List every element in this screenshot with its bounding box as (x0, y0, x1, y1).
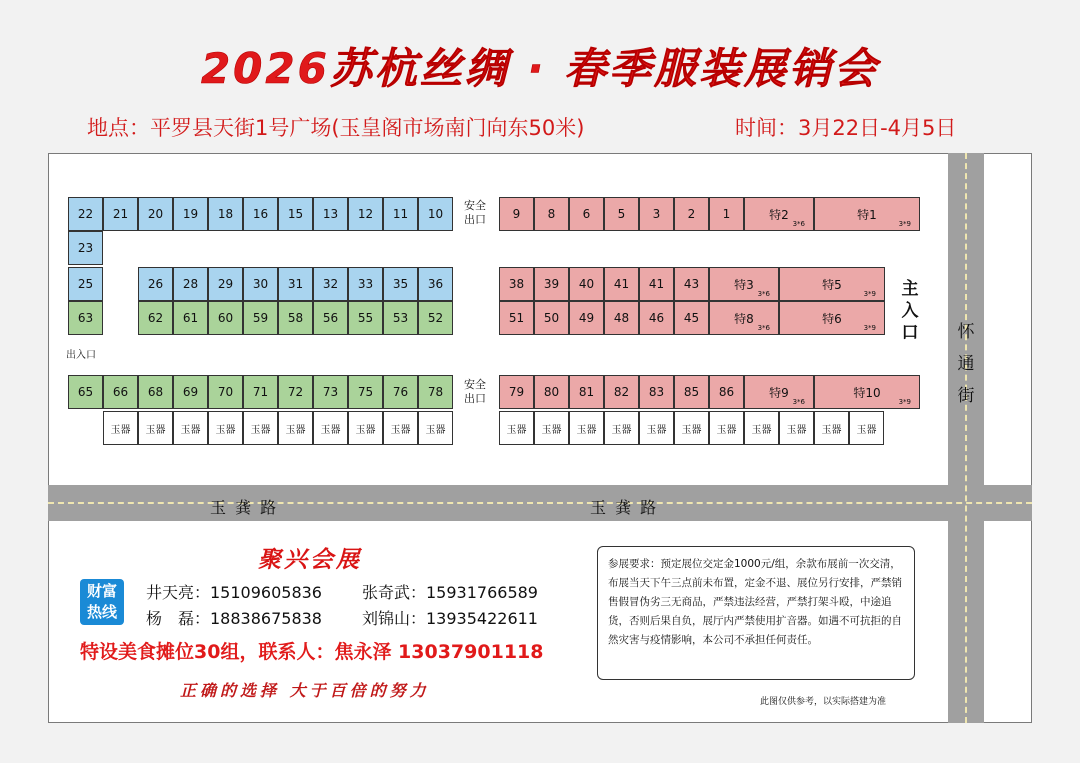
road-label-char: 怀 (957, 322, 975, 342)
booth-78: 78 (418, 375, 453, 409)
booth-16: 16 (243, 197, 278, 231)
hotline-badge-text: 财富 (86, 582, 117, 600)
booth-55: 55 (348, 301, 383, 335)
booth-special: 特1 3*9 (814, 197, 920, 231)
contact-3: 杨 磊：18838675838 (146, 609, 322, 628)
booth-81: 81 (569, 375, 604, 409)
booth-6: 6 (569, 197, 604, 231)
booth-39: 39 (534, 267, 569, 301)
booth-jade: 玉器 (208, 411, 243, 445)
booth-jade: 玉器 (779, 411, 814, 445)
booth-jade: 玉器 (173, 411, 208, 445)
booth-jade: 玉器 (383, 411, 418, 445)
booth-size-tag: 3*6 (757, 290, 770, 298)
main-entrance-char: 入 (901, 301, 919, 321)
booth-13: 13 (313, 197, 348, 231)
booth-23: 23 (68, 231, 103, 265)
booth-special: 特5 3*9 (779, 267, 885, 301)
booth-41: 41 (639, 267, 674, 301)
booth-jade: 玉器 (243, 411, 278, 445)
booth-jade: 玉器 (814, 411, 849, 445)
booth-45: 45 (674, 301, 709, 335)
booth-30: 30 (243, 267, 278, 301)
booth-size-tag: 3*6 (792, 398, 805, 406)
road-label-char: 通 (957, 354, 975, 374)
organizer-name: 聚兴会展 (258, 547, 362, 573)
booth-80: 80 (534, 375, 569, 409)
booth-special: 特6 3*9 (779, 301, 885, 335)
safety-exit-top: 安全出口 (464, 199, 486, 226)
booth-82: 82 (604, 375, 639, 409)
booth-11: 11 (383, 197, 418, 231)
booth-41: 41 (604, 267, 639, 301)
booth-48: 48 (604, 301, 639, 335)
booth-66: 66 (103, 375, 138, 409)
booth-68: 68 (138, 375, 173, 409)
booth-special: 特2 3*6 (744, 197, 814, 231)
booth-jade: 玉器 (313, 411, 348, 445)
booth-15: 15 (278, 197, 313, 231)
page-title: 2026苏杭丝绸 · 春季服装展销会 (200, 44, 880, 93)
contact-4: 刘锦山：13935422611 (362, 609, 538, 628)
booth-26: 26 (138, 267, 173, 301)
booth-71: 71 (243, 375, 278, 409)
booth-jade: 玉器 (278, 411, 313, 445)
booth-22: 22 (68, 197, 103, 231)
booth-69: 69 (173, 375, 208, 409)
booth-33: 33 (348, 267, 383, 301)
main-entrance-char: 口 (901, 323, 919, 343)
booth-special: 特3 3*6 (709, 267, 779, 301)
booth-jade: 玉器 (103, 411, 138, 445)
booth-8: 8 (534, 197, 569, 231)
booth-jade: 玉器 (418, 411, 453, 445)
time-text: 时间：3月22日-4月5日 (735, 116, 957, 140)
booth-12: 12 (348, 197, 383, 231)
booth-76: 76 (383, 375, 418, 409)
booth-46: 46 (639, 301, 674, 335)
booth-79: 79 (499, 375, 534, 409)
road-center-line-v (965, 153, 967, 723)
contact-1: 井天亮：15109605836 (146, 583, 322, 602)
booth-61: 61 (173, 301, 208, 335)
booth-49: 49 (569, 301, 604, 335)
booth-43: 43 (674, 267, 709, 301)
booth-58: 58 (278, 301, 313, 335)
booth-size-tag: 3*6 (792, 220, 805, 228)
booth-52: 52 (418, 301, 453, 335)
booth-21: 21 (103, 197, 138, 231)
booth-28: 28 (173, 267, 208, 301)
booth-40: 40 (569, 267, 604, 301)
booth-jade: 玉器 (569, 411, 604, 445)
booth-size-tag: 3*6 (757, 324, 770, 332)
booth-73: 73 (313, 375, 348, 409)
booth-18: 18 (208, 197, 243, 231)
booth-jade: 玉器 (674, 411, 709, 445)
main-entrance-char: 主 (901, 279, 919, 299)
booth-special: 特9 3*6 (744, 375, 814, 409)
booth-2: 2 (674, 197, 709, 231)
booth-51: 51 (499, 301, 534, 335)
booth-jade: 玉器 (744, 411, 779, 445)
booth-10: 10 (418, 197, 453, 231)
booth-60: 60 (208, 301, 243, 335)
booth-86: 86 (709, 375, 744, 409)
booth-9: 9 (499, 197, 534, 231)
booth-25: 25 (68, 267, 103, 301)
booth-jade: 玉器 (604, 411, 639, 445)
requirements-box: 参展要求：预定展位交定金1000元/组，余款布展前一次交清，布展当天下午三点前未布置，定金不退、展位另行安排，严禁销售假冒伪劣三无商品，严禁违法经营，严禁打架斗殴，中途追货，否则后果自负，展厅内严禁使用扩音器。如遇不可抗拒的自然灾害与疫情影响，本公司不承担任何责任。 (597, 546, 915, 680)
booth-75: 75 (348, 375, 383, 409)
booth-special: 特8 3*6 (709, 301, 779, 335)
main-entrance-label (900, 278, 920, 344)
booth-59: 59 (243, 301, 278, 335)
hotline-badge-text: 热线 (86, 603, 117, 621)
booth-31: 31 (278, 267, 313, 301)
location-text: 地点：平罗县天街1号广场(玉皇阁市场南门向东50米) (87, 116, 585, 140)
booth-70: 70 (208, 375, 243, 409)
booth-jade: 玉器 (499, 411, 534, 445)
booth-special: 特10 3*9 (814, 375, 920, 409)
road-label-right: 玉 龚 路 (590, 498, 659, 517)
road-center-line-h (48, 502, 1032, 504)
booth-62: 62 (138, 301, 173, 335)
booth-size-tag: 3*9 (863, 324, 876, 332)
booth-50: 50 (534, 301, 569, 335)
food-stall-contact: 特设美食摊位30组，联系人：焦永泽 13037901118 (80, 641, 544, 663)
road-label-char: 街 (957, 386, 975, 406)
booth-36: 36 (418, 267, 453, 301)
booth-jade: 玉器 (639, 411, 674, 445)
road-label-vertical (956, 316, 976, 412)
disclaimer: 此图仅供参考，以实际搭建为准 (760, 697, 887, 707)
slogan: 正确的选择 大于百倍的努力 (180, 681, 430, 700)
booth-72: 72 (278, 375, 313, 409)
booth-jade: 玉器 (138, 411, 173, 445)
booth-29: 29 (208, 267, 243, 301)
booth-20: 20 (138, 197, 173, 231)
booth-size-tag: 3*9 (898, 398, 911, 406)
booth-85: 85 (674, 375, 709, 409)
booth-63: 63 (68, 301, 103, 335)
hotline-badge (80, 579, 124, 625)
booth-56: 56 (313, 301, 348, 335)
road-label-left: 玉 龚 路 (210, 498, 279, 517)
booth-53: 53 (383, 301, 418, 335)
booth-jade: 玉器 (534, 411, 569, 445)
entrance-exit-label: 出入口 (66, 350, 96, 361)
booth-3: 3 (639, 197, 674, 231)
booth-jade: 玉器 (348, 411, 383, 445)
booth-jade: 玉器 (849, 411, 884, 445)
booth-size-tag: 3*9 (898, 220, 911, 228)
booth-jade: 玉器 (709, 411, 744, 445)
booth-32: 32 (313, 267, 348, 301)
safety-exit-bottom: 安全出口 (464, 378, 486, 405)
booth-1: 1 (709, 197, 744, 231)
booth-38: 38 (499, 267, 534, 301)
booth-65: 65 (68, 375, 103, 409)
booth-size-tag: 3*9 (863, 290, 876, 298)
booth-35: 35 (383, 267, 418, 301)
booth-5: 5 (604, 197, 639, 231)
contact-2: 张奇武：15931766589 (362, 583, 538, 602)
booth-19: 19 (173, 197, 208, 231)
booth-83: 83 (639, 375, 674, 409)
